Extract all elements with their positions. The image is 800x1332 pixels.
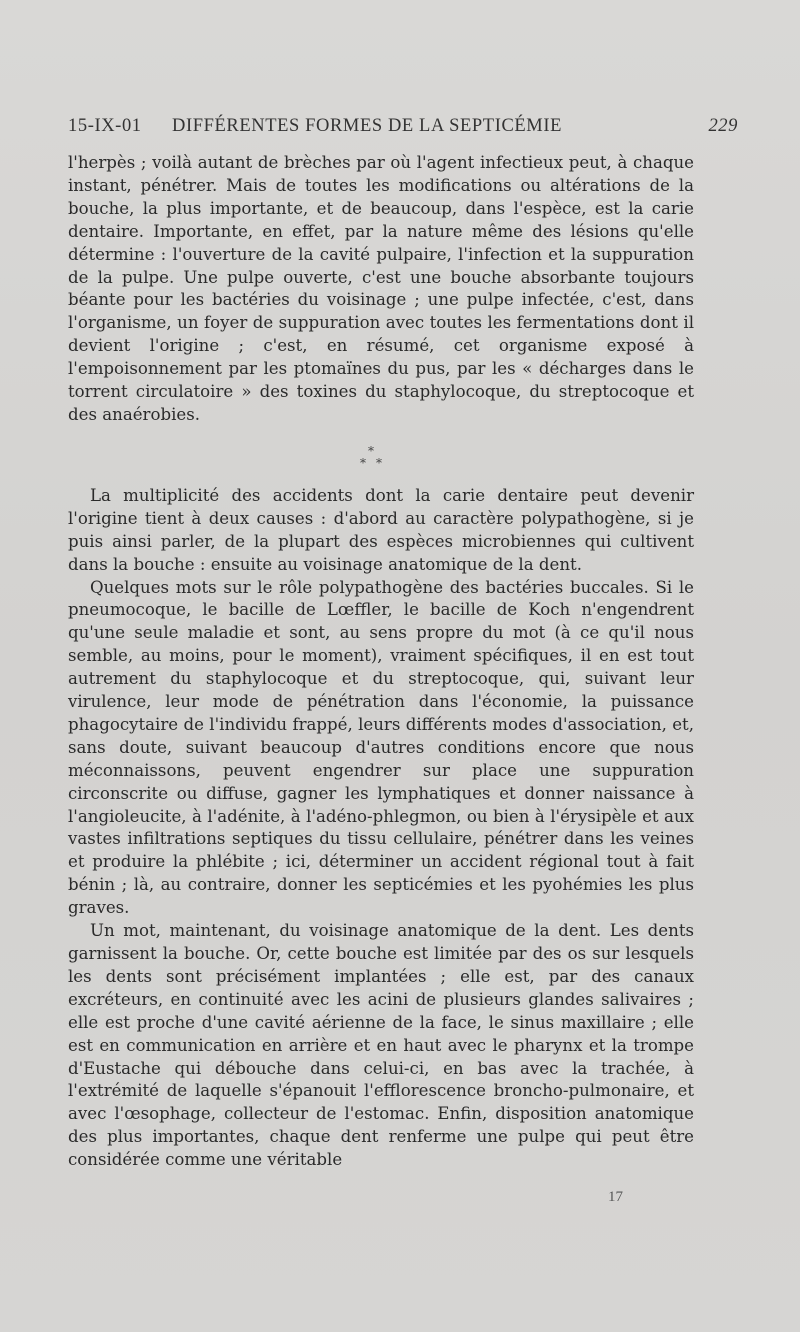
running-header bbox=[68, 116, 738, 146]
paragraph-4: Un mot, maintenant, du voisinage anatomique de la dent. Les dents garnissent la bouche. Or, cette bouche est limitée par des os sur lesquels les dents sont précisément implantées ; elle est, par des canaux excréteurs, en continuité avec les acini de plusieurs glandes salivaires ; elle est proche d'une cavité aérienne de la face, le sinus maxillaire ; elle est en communication en arrière et en haut avec le pharynx et la trompe d'Eustache qui débouche dans celui-ci, en bas avec la trachée, à l'extrémité de laquelle s'épanouit l'efflorescence broncho-pulmonaire, et avec l'œsophage, collecteur de l'estomac. Enfin, disposition anatomique des plus importantes, chaque dent renferme une pulpe qui peut être considérée comme une véritable bbox=[68, 921, 694, 1170]
signature-mark: 17 bbox=[608, 1189, 623, 1205]
asterism-star-left: * bbox=[360, 455, 366, 470]
asterism-separator bbox=[68, 427, 694, 485]
body-text bbox=[68, 152, 694, 1172]
page-number: 229 bbox=[708, 116, 738, 136]
paragraph-1: l'herpès ; voilà autant de brèches par où l'agent infectieux peut, à chaque instant, pénétrer. Mais de toutes les modifications ou altérations de la bouche, la plus importante, et de beaucoup, dans l'espèce, est la carie dentaire. Importante, en effet, par la nature même des lésions qu'elle détermine : l'ouverture de la cavité pulpaire, l'infection et la suppuration de la pulpe. Une pulpe ouverte, c'est une bouche absorbante toujours béante pour les bactéries du voisinage ; une pulpe infectée, c'est, dans l'organisme, un foyer de suppuration avec toutes les fermentations dont il devient l'origine ; c'est, en résumé, cet organisme exposé à l'empoisonnement par les ptomaïnes du pus, par les « décharges dans le torrent circulatoire » des toxines du staphylocoque, du streptocoque et des anaérobies. bbox=[68, 153, 694, 424]
header-date: 15-IX-01 bbox=[68, 116, 142, 136]
asterism-star-top: * bbox=[368, 443, 374, 458]
running-title: DIFFÉRENTES FORMES DE LA SEPTICÉMIE bbox=[172, 116, 563, 136]
paragraph-3: Quelques mots sur le rôle polypathogène des bactéries buccales. Si le pneumocoque, le bacille de Lœffler, le bacille de Koch n'engendrent qu'une seule maladie et sont, au sens propre du mot (à ce qu'il nous semble, au moins, pour le moment), vraiment spécifiques, il en est tout autrement du staphylocoque et du streptocoque, qui, suivant leur virulence, leur mode de pénétration dans l'économie, la puissance phagocytaire de l'individu frappé, leurs différents modes d'association, et, sans doute, suivant beaucoup d'autres conditions encore que nous méconnaissons, peuvent engendrer sur place une suppuration circonscrite ou diffuse, gagner les lymphatiques et donner naissance à l'angioleucite, à l'adénite, à l'adéno-phlegmon, ou bien à l'érysipèle et aux vastes infiltrations septiques du tissu cellulaire, pénétrer dans les veines et produire la phlébite ; ici, déterminer un accident régional tout à fait bénin ; là, au contraire, donner les septicémies et les pyohémies les plus graves. bbox=[68, 577, 694, 918]
asterism-star-right: * bbox=[376, 455, 382, 470]
paragraph-2: La multiplicité des accidents dont la carie dentaire peut devenir l'origine tient à deux causes : d'abord au caractère polypathogène, si je puis ainsi parler, de la plupart des espèces microbiennes qui cultivent dans la bouche : ensuite au voisinage anatomique de la dent. bbox=[68, 485, 694, 574]
